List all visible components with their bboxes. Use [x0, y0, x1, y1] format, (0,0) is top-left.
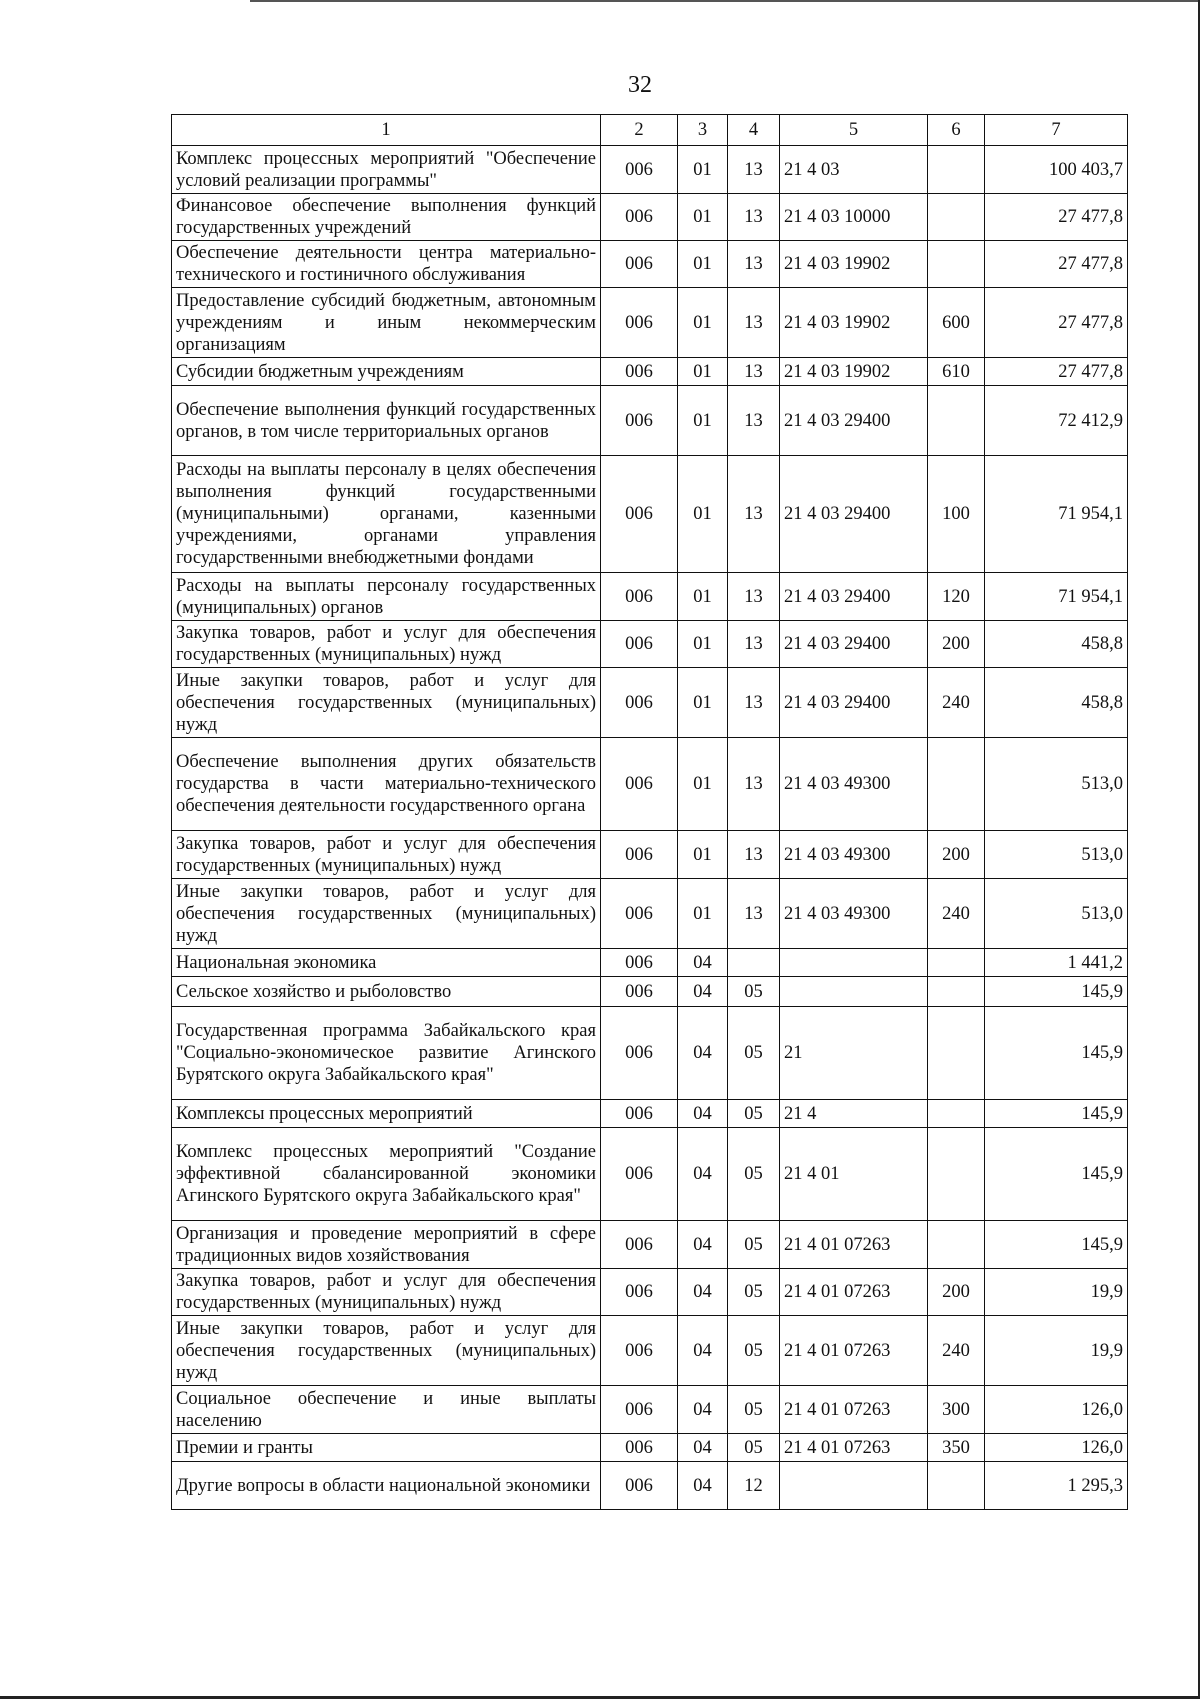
- name-cell: Иные закупки товаров, работ и услуг для обеспечения государственных (муниципальных) нужд: [172, 668, 601, 738]
- name-cell: Обеспечение деятельности центра материально-технического и гостиничного обслуживания: [172, 241, 601, 288]
- table-row: [172, 949, 1128, 977]
- target-code-cell: 21 4 01 07263: [780, 1434, 928, 1462]
- code-cell-3: 01: [678, 241, 728, 288]
- name-cell: Обеспечение выполнения других обязательств государства в части материально-технического обеспечения деятельности государственного органа: [172, 738, 601, 831]
- code-cell-4: 13: [728, 241, 780, 288]
- name-cell: Субсидии бюджетным учреждениям: [172, 358, 601, 386]
- code-cell-4: 05: [728, 1128, 780, 1221]
- amount-cell: 513,0: [985, 879, 1128, 949]
- amount-cell: 19,9: [985, 1269, 1128, 1316]
- target-code-cell: 21 4 03 19902: [780, 288, 928, 358]
- name-cell: Расходы на выплаты персоналу в целях обеспечения выполнения функций государственными (муниципальными) органами, казенными учреждениями, органами управления государственными внебюджетными фондами: [172, 456, 601, 573]
- code-cell-3: 01: [678, 456, 728, 573]
- target-code-cell: [780, 1462, 928, 1510]
- table-row: [172, 386, 1128, 456]
- target-code-cell: 21 4 03 29400: [780, 621, 928, 668]
- target-code-cell: 21 4 03 29400: [780, 456, 928, 573]
- code-cell-2: 006: [601, 977, 678, 1007]
- code-cell-2: 006: [601, 668, 678, 738]
- target-code-cell: 21 4 03 29400: [780, 386, 928, 456]
- code-cell-4: 13: [728, 386, 780, 456]
- column-header-6: 6: [928, 115, 985, 146]
- expense-type-cell: 600: [928, 288, 985, 358]
- code-cell-3: 01: [678, 358, 728, 386]
- amount-cell: 145,9: [985, 1007, 1128, 1100]
- amount-cell: 126,0: [985, 1386, 1128, 1434]
- code-cell-2: 006: [601, 1221, 678, 1269]
- expense-type-cell: [928, 738, 985, 831]
- code-cell-2: 006: [601, 1462, 678, 1510]
- name-cell: Предоставление субсидий бюджетным, автономным учреждениям и иным некоммерческим организациям: [172, 288, 601, 358]
- table-row: [172, 1269, 1128, 1316]
- target-code-cell: 21 4 01 07263: [780, 1386, 928, 1434]
- code-cell-3: 04: [678, 1316, 728, 1386]
- target-code-cell: 21 4 03 19902: [780, 241, 928, 288]
- code-cell-2: 006: [601, 358, 678, 386]
- target-code-cell: 21 4 01 07263: [780, 1316, 928, 1386]
- name-cell: Расходы на выплаты персоналу государственных (муниципальных) органов: [172, 573, 601, 621]
- table-row: [172, 668, 1128, 738]
- code-cell-3: 04: [678, 1386, 728, 1434]
- column-header-7: 7: [985, 115, 1128, 146]
- name-cell: Финансовое обеспечение выполнения функций государственных учреждений: [172, 194, 601, 241]
- name-cell: Сельское хозяйство и рыболовство: [172, 977, 601, 1007]
- amount-cell: 1 441,2: [985, 949, 1128, 977]
- target-code-cell: 21 4 03 29400: [780, 573, 928, 621]
- code-cell-2: 006: [601, 1269, 678, 1316]
- code-cell-3: 04: [678, 1100, 728, 1128]
- code-cell-3: 01: [678, 668, 728, 738]
- column-header-3: 3: [678, 115, 728, 146]
- code-cell-2: 006: [601, 1386, 678, 1434]
- code-cell-4: 13: [728, 288, 780, 358]
- expense-type-cell: [928, 1221, 985, 1269]
- code-cell-2: 006: [601, 386, 678, 456]
- code-cell-3: 01: [678, 386, 728, 456]
- name-cell: Иные закупки товаров, работ и услуг для обеспечения государственных (муниципальных) нужд: [172, 879, 601, 949]
- expense-type-cell: [928, 949, 985, 977]
- amount-cell: 1 295,3: [985, 1462, 1128, 1510]
- amount-cell: 458,8: [985, 621, 1128, 668]
- header-row: [172, 115, 1128, 146]
- name-cell: Иные закупки товаров, работ и услуг для обеспечения государственных (муниципальных) нужд: [172, 1316, 601, 1386]
- name-cell: Комплекс процессных мероприятий "Создание эффективной сбалансированной экономики Агинского Бурятского округа Забайкальского края": [172, 1128, 601, 1221]
- code-cell-4: 13: [728, 668, 780, 738]
- expense-type-cell: 300: [928, 1386, 985, 1434]
- column-header-1: 1: [172, 115, 601, 146]
- code-cell-4: 12: [728, 1462, 780, 1510]
- name-cell: Закупка товаров, работ и услуг для обеспечения государственных (муниципальных) нужд: [172, 1269, 601, 1316]
- name-cell: Обеспечение выполнения функций государственных органов, в том числе территориальных органов: [172, 386, 601, 456]
- table-row: [172, 1007, 1128, 1100]
- code-cell-3: 04: [678, 977, 728, 1007]
- code-cell-2: 006: [601, 949, 678, 977]
- target-code-cell: 21 4 03 49300: [780, 879, 928, 949]
- amount-cell: 27 477,8: [985, 358, 1128, 386]
- code-cell-4: 05: [728, 1434, 780, 1462]
- target-code-cell: [780, 949, 928, 977]
- code-cell-2: 006: [601, 879, 678, 949]
- target-code-cell: 21 4 01 07263: [780, 1269, 928, 1316]
- amount-cell: 145,9: [985, 977, 1128, 1007]
- expense-type-cell: 610: [928, 358, 985, 386]
- expense-type-cell: [928, 194, 985, 241]
- code-cell-2: 006: [601, 1007, 678, 1100]
- table-row: [172, 977, 1128, 1007]
- target-code-cell: [780, 977, 928, 1007]
- target-code-cell: 21 4 03 49300: [780, 738, 928, 831]
- table-row: [172, 573, 1128, 621]
- code-cell-4: 05: [728, 1221, 780, 1269]
- name-cell: Премии и гранты: [172, 1434, 601, 1462]
- name-cell: Организация и проведение мероприятий в сфере традиционных видов хозяйствования: [172, 1221, 601, 1269]
- expense-type-cell: [928, 977, 985, 1007]
- expense-type-cell: [928, 146, 985, 194]
- code-cell-2: 006: [601, 621, 678, 668]
- expense-type-cell: 240: [928, 668, 985, 738]
- target-code-cell: 21 4 03 19902: [780, 358, 928, 386]
- scan-edge-top: [250, 0, 1200, 2]
- expense-type-cell: 200: [928, 621, 985, 668]
- table-row: [172, 621, 1128, 668]
- code-cell-2: 006: [601, 1316, 678, 1386]
- expense-type-cell: [928, 1128, 985, 1221]
- expense-type-cell: 200: [928, 831, 985, 879]
- table-row: [172, 1462, 1128, 1510]
- table-row: [172, 1316, 1128, 1386]
- expense-type-cell: 240: [928, 879, 985, 949]
- name-cell: Комплекс процессных мероприятий "Обеспечение условий реализации программы": [172, 146, 601, 194]
- code-cell-4: 05: [728, 1316, 780, 1386]
- code-cell-2: 006: [601, 738, 678, 831]
- column-header-5: 5: [780, 115, 928, 146]
- amount-cell: 145,9: [985, 1128, 1128, 1221]
- name-cell: Комплексы процессных мероприятий: [172, 1100, 601, 1128]
- name-cell: Закупка товаров, работ и услуг для обеспечения государственных (муниципальных) нужд: [172, 831, 601, 879]
- code-cell-2: 006: [601, 456, 678, 573]
- table-row: [172, 241, 1128, 288]
- amount-cell: 513,0: [985, 831, 1128, 879]
- table-row: [172, 1434, 1128, 1462]
- name-cell: Другие вопросы в области национальной экономики: [172, 1462, 601, 1510]
- target-code-cell: 21 4 03 29400: [780, 668, 928, 738]
- amount-cell: 71 954,1: [985, 456, 1128, 573]
- expense-type-cell: [928, 1007, 985, 1100]
- code-cell-3: 01: [678, 879, 728, 949]
- code-cell-2: 006: [601, 288, 678, 358]
- code-cell-4: 13: [728, 456, 780, 573]
- code-cell-3: 04: [678, 1221, 728, 1269]
- code-cell-2: 006: [601, 1434, 678, 1462]
- code-cell-4: 05: [728, 1007, 780, 1100]
- code-cell-3: 01: [678, 573, 728, 621]
- code-cell-4: 05: [728, 977, 780, 1007]
- name-cell: Закупка товаров, работ и услуг для обеспечения государственных (муниципальных) нужд: [172, 621, 601, 668]
- target-code-cell: 21 4: [780, 1100, 928, 1128]
- table-row: [172, 358, 1128, 386]
- amount-cell: 72 412,9: [985, 386, 1128, 456]
- code-cell-3: 01: [678, 831, 728, 879]
- code-cell-4: 13: [728, 194, 780, 241]
- code-cell-3: 01: [678, 146, 728, 194]
- target-code-cell: 21 4 03 10000: [780, 194, 928, 241]
- amount-cell: 27 477,8: [985, 194, 1128, 241]
- code-cell-2: 006: [601, 241, 678, 288]
- table-row: [172, 738, 1128, 831]
- code-cell-3: 01: [678, 194, 728, 241]
- code-cell-2: 006: [601, 1100, 678, 1128]
- table-row: [172, 1221, 1128, 1269]
- target-code-cell: 21 4 03 49300: [780, 831, 928, 879]
- column-header-2: 2: [601, 115, 678, 146]
- code-cell-4: 13: [728, 146, 780, 194]
- code-cell-4: 13: [728, 738, 780, 831]
- code-cell-2: 006: [601, 573, 678, 621]
- table-row: [172, 831, 1128, 879]
- amount-cell: 27 477,8: [985, 241, 1128, 288]
- expense-type-cell: 200: [928, 1269, 985, 1316]
- code-cell-3: 04: [678, 949, 728, 977]
- name-cell: Национальная экономика: [172, 949, 601, 977]
- expense-type-cell: [928, 241, 985, 288]
- code-cell-4: 13: [728, 879, 780, 949]
- table-row: [172, 1128, 1128, 1221]
- code-cell-3: 04: [678, 1434, 728, 1462]
- expense-type-cell: [928, 1462, 985, 1510]
- amount-cell: 71 954,1: [985, 573, 1128, 621]
- code-cell-2: 006: [601, 831, 678, 879]
- code-cell-4: 13: [728, 573, 780, 621]
- name-cell: Социальное обеспечение и иные выплаты населению: [172, 1386, 601, 1434]
- code-cell-4: 13: [728, 831, 780, 879]
- code-cell-4: [728, 949, 780, 977]
- expense-type-cell: [928, 386, 985, 456]
- table-row: [172, 194, 1128, 241]
- code-cell-4: 05: [728, 1386, 780, 1434]
- amount-cell: 513,0: [985, 738, 1128, 831]
- code-cell-4: 05: [728, 1269, 780, 1316]
- amount-cell: 458,8: [985, 668, 1128, 738]
- amount-cell: 27 477,8: [985, 288, 1128, 358]
- page-number: 32: [628, 72, 652, 98]
- expense-type-cell: 120: [928, 573, 985, 621]
- code-cell-3: 04: [678, 1269, 728, 1316]
- code-cell-3: 04: [678, 1007, 728, 1100]
- code-cell-2: 006: [601, 146, 678, 194]
- table-body: [172, 146, 1128, 1510]
- table-row: [172, 879, 1128, 949]
- column-header-4: 4: [728, 115, 780, 146]
- code-cell-3: 04: [678, 1128, 728, 1221]
- code-cell-3: 01: [678, 288, 728, 358]
- code-cell-2: 006: [601, 194, 678, 241]
- target-code-cell: 21 4 03: [780, 146, 928, 194]
- code-cell-2: 006: [601, 1128, 678, 1221]
- table-row: [172, 1386, 1128, 1434]
- amount-cell: 145,9: [985, 1221, 1128, 1269]
- table-row: [172, 146, 1128, 194]
- code-cell-4: 13: [728, 621, 780, 668]
- amount-cell: 126,0: [985, 1434, 1128, 1462]
- code-cell-4: 05: [728, 1100, 780, 1128]
- target-code-cell: 21: [780, 1007, 928, 1100]
- expense-type-cell: [928, 1100, 985, 1128]
- amount-cell: 100 403,7: [985, 146, 1128, 194]
- expense-type-cell: 350: [928, 1434, 985, 1462]
- name-cell: Государственная программа Забайкальского края "Социально-экономическое развитие Агинского Бурятского округа Забайкальского края": [172, 1007, 601, 1100]
- code-cell-3: 01: [678, 738, 728, 831]
- budget-table: [171, 114, 1128, 1510]
- code-cell-3: 01: [678, 621, 728, 668]
- table-row: [172, 456, 1128, 573]
- amount-cell: 19,9: [985, 1316, 1128, 1386]
- table-row: [172, 288, 1128, 358]
- amount-cell: 145,9: [985, 1100, 1128, 1128]
- code-cell-4: 13: [728, 358, 780, 386]
- table-row: [172, 1100, 1128, 1128]
- code-cell-3: 04: [678, 1462, 728, 1510]
- expense-type-cell: 100: [928, 456, 985, 573]
- expense-type-cell: 240: [928, 1316, 985, 1386]
- target-code-cell: 21 4 01: [780, 1128, 928, 1221]
- target-code-cell: 21 4 01 07263: [780, 1221, 928, 1269]
